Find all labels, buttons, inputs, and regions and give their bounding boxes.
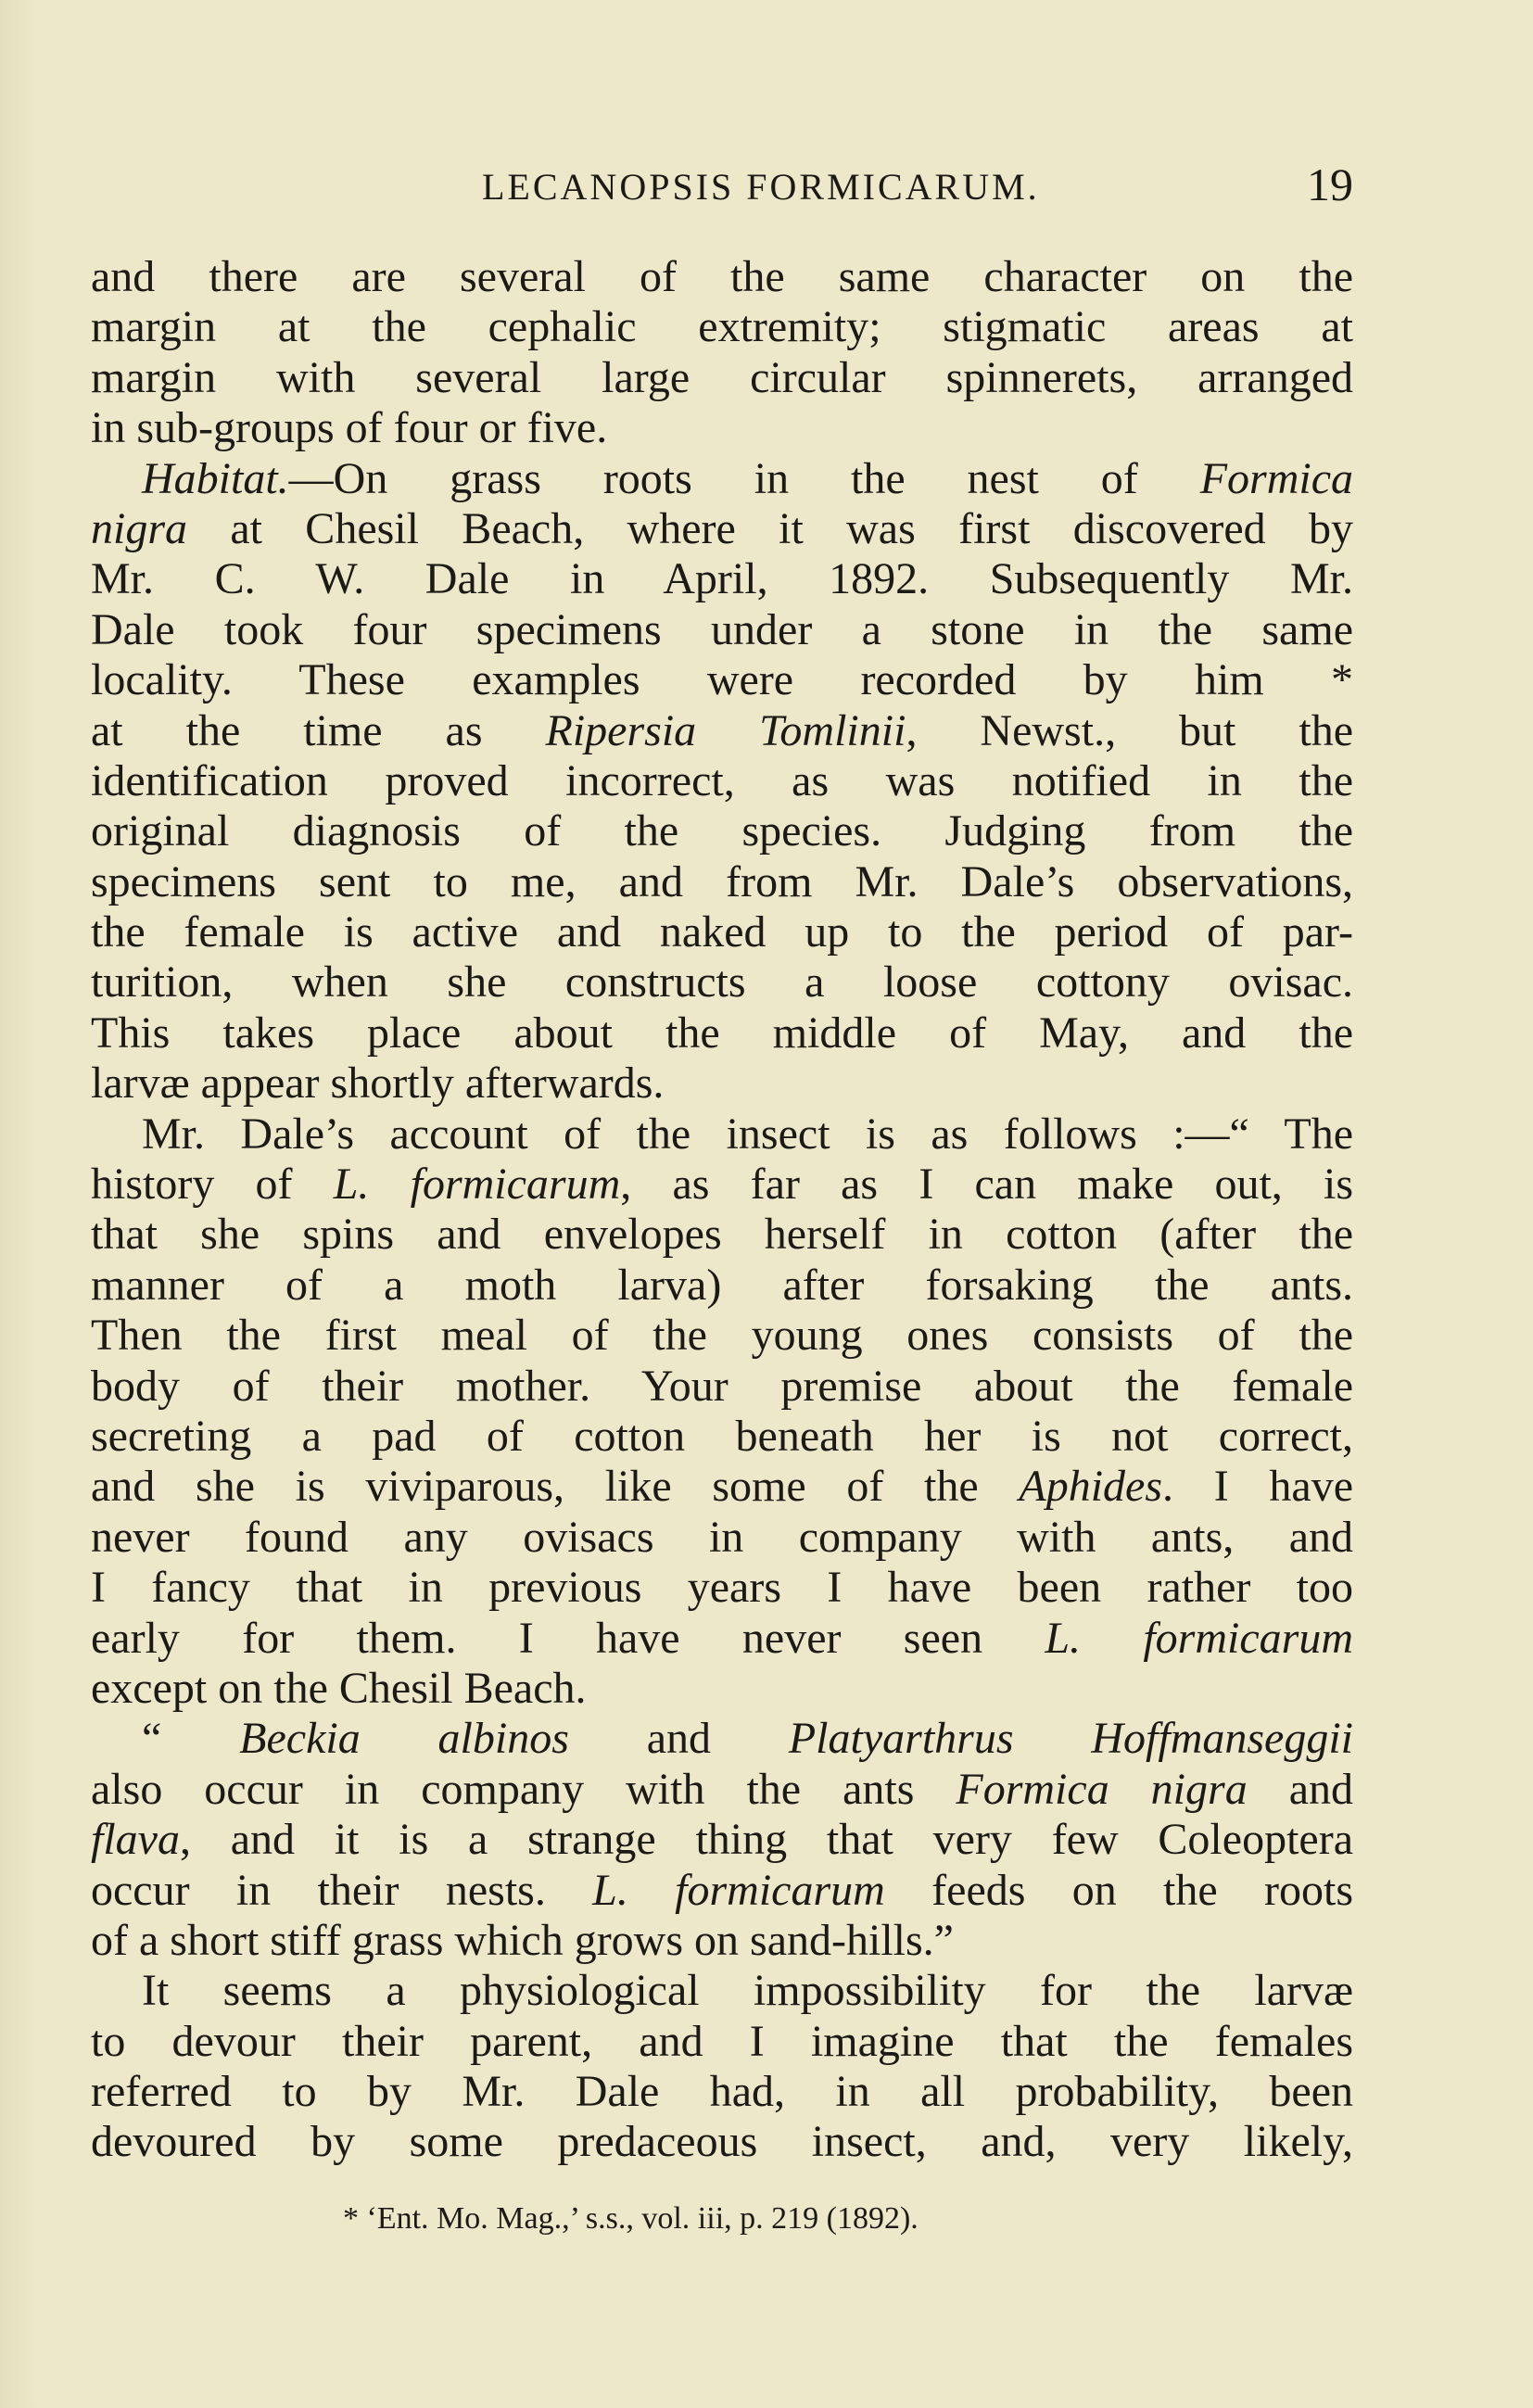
text-line [91, 353, 1353, 403]
text-run: . I have [1162, 1462, 1354, 1512]
text-run: and [568, 1714, 789, 1764]
text-run: “ [142, 1714, 240, 1764]
text-line [91, 1966, 1353, 2016]
text-line [91, 1160, 1353, 1210]
text-line [91, 857, 1353, 907]
text-run: —On grass roots in the nest of [288, 453, 1200, 503]
text-run: at the time as [91, 705, 546, 755]
text-line [91, 1664, 1353, 1714]
text-run: Dale took four specimens under a stone in the same [91, 604, 1353, 654]
text-line [91, 1513, 1353, 1563]
text-run: locality. These examples were recorded by him * [91, 655, 1353, 705]
text-line [91, 957, 1353, 1008]
text-run: also occur in company with the ants [91, 1764, 957, 1814]
text-run: original diagnosis of the species. Judging from the [91, 806, 1353, 856]
text-run: that she spins and envelopes herself in cotton (after the [91, 1210, 1353, 1260]
text-line [91, 1261, 1353, 1311]
italic-text: flava [91, 1815, 180, 1865]
text-run: turition, when she constructs a loose cottony ovisac. [91, 957, 1353, 1008]
text-run: feeds on the roots [884, 1865, 1354, 1915]
text-run: Mr. C. W. Dale in April, 1892. Subsequently Mr. [91, 554, 1353, 604]
text-run: margin at the cephalic extremity; stigmatic areas at [91, 302, 1353, 352]
text-line [91, 1765, 1353, 1815]
text-run: history of [91, 1160, 334, 1210]
text-line [91, 302, 1353, 352]
text-line [91, 706, 1353, 756]
italic-text: L. formicarum [333, 1160, 621, 1210]
text-run: at Chesil Beach, where it was first discovered by [187, 503, 1353, 553]
text-line [91, 1563, 1353, 1613]
text-run: , and it is a strange thing that very few Coleoptera [179, 1815, 1353, 1865]
text-line [91, 1362, 1353, 1412]
text-run: manner of a moth larva) after forsaking the ants. [91, 1260, 1353, 1310]
text-run: This takes place about the middle of May, and the [91, 1008, 1353, 1058]
italic-text: Formica [1199, 453, 1353, 503]
text-run: Then the first meal of the young ones consists of the [91, 1311, 1353, 1361]
text-run: , as far as I can make out, is [620, 1160, 1353, 1210]
text-run: larvæ appear shortly afterwards. [91, 1058, 665, 1109]
text-line [91, 252, 1353, 302]
text-line [91, 907, 1353, 957]
text-run: It seems a physiological impossibility for the larvæ [142, 1966, 1353, 2016]
text-run: specimens sent to me, and from Mr. Dale’s observations, [91, 856, 1353, 906]
italic-text: Habitat. [142, 453, 289, 503]
text-run: secreting a pad of cotton beneath her is not correct, [91, 1411, 1353, 1461]
text-line [91, 1058, 1353, 1109]
text-run: except on the Chesil Beach. [91, 1663, 587, 1713]
text-run: in sub-groups of four or five. [91, 403, 608, 453]
text-line [91, 1311, 1353, 1361]
italic-text: Ripersia Tomlinii [545, 705, 906, 755]
text-line [91, 1008, 1353, 1058]
text-run: early for them. I have never seen [91, 1613, 1045, 1663]
text-run: body of their mother. Your premise about the female [91, 1361, 1353, 1411]
text-run: occur in their nests. [91, 1865, 593, 1915]
text-run: referred to by Mr. Dale had, in all probability, been [91, 2067, 1353, 2117]
italic-text: L. formicarum [592, 1865, 885, 1915]
text-line [91, 1462, 1353, 1512]
footnote: * ‘Ent. Mo. Mag.,’ s.s., vol. iii, p. 219 (1892). [343, 2201, 919, 2236]
text-run: identification proved incorrect, as was notified in the [91, 755, 1353, 805]
text-run: the female is active and naked up to the period of par- [91, 907, 1353, 957]
text-run: and she is viviparous, like some of the [91, 1462, 1020, 1512]
text-line [91, 554, 1353, 604]
text-run: devoured by some predaceous insect, and, very likely, [91, 2117, 1353, 2167]
body-text [91, 252, 1353, 2168]
text-line [91, 1109, 1353, 1160]
text-line [91, 806, 1353, 856]
text-line [91, 2117, 1353, 2167]
text-run: of a short stiff grass which grows on sand-hills.” [91, 1915, 954, 1965]
italic-text: nigra [91, 503, 188, 553]
text-run: to devour their parent, and I imagine that the females [91, 2016, 1353, 2066]
text-line [91, 2017, 1353, 2067]
text-line [91, 403, 1353, 453]
text-line [91, 756, 1353, 806]
text-line [91, 1916, 1353, 1966]
italic-text: L. formicarum [1045, 1613, 1354, 1663]
text-line [91, 1714, 1353, 1764]
text-line [91, 1866, 1353, 1916]
text-line [91, 504, 1353, 554]
text-line [91, 454, 1353, 504]
text-run: Mr. Dale’s account of the insect is as follows :—“ The [142, 1109, 1353, 1159]
text-run: never found any ovisacs in company with ants, and [91, 1512, 1353, 1562]
text-run: I fancy that in previous years I have been rather too [91, 1563, 1353, 1613]
text-line [91, 2067, 1353, 2117]
italic-text: Platyarthrus Hoffmanseggii [788, 1714, 1354, 1764]
text-run: margin with several large circular spinnerets, arranged [91, 352, 1353, 402]
text-run: and there are several of the same character on the [91, 252, 1353, 301]
running-head: LECANOPSIS FORMICARUM. [482, 166, 1040, 208]
text-line [91, 605, 1353, 655]
text-line [91, 1412, 1353, 1462]
text-line [91, 655, 1353, 705]
text-line [91, 1614, 1353, 1664]
italic-text: Beckia albinos [239, 1714, 569, 1764]
text-line [91, 1210, 1353, 1260]
page-number: 19 [1307, 158, 1353, 210]
italic-text: Aphides [1019, 1462, 1163, 1512]
page-header [93, 158, 1353, 222]
text-run: and [1247, 1764, 1353, 1814]
text-run: , Newst., but the [906, 705, 1354, 755]
text-line [91, 1815, 1353, 1865]
italic-text: Formica nigra [956, 1764, 1248, 1814]
